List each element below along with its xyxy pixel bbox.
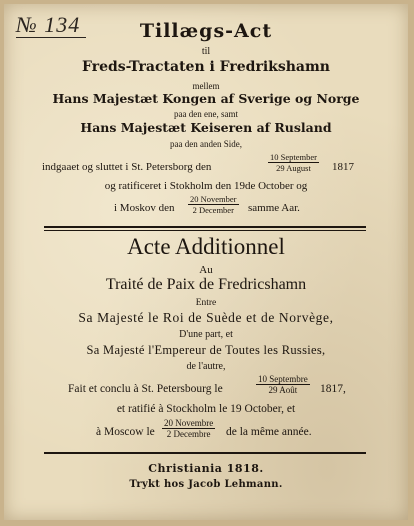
- french-title: Acte Additionnel: [127, 234, 285, 259]
- danish-king-sweden: Hans Majestæt Kongen af Sverige og Norge: [52, 91, 360, 106]
- french-year: 1817,: [320, 383, 346, 395]
- french-de-lautre: de l'autre,: [186, 361, 226, 372]
- french-meme-annee: de la même année.: [226, 426, 312, 438]
- danish-petersburg-date: 10 September 29 August: [270, 152, 317, 173]
- divider-rule-top: [44, 226, 366, 228]
- french-moscow-text: à Moscow le: [96, 426, 155, 438]
- danish-petersburg-text: indgaaet og sluttet i St. Petersborg den: [42, 161, 212, 173]
- french-emperor: Sa Majesté l'Empereur de Toutes les Russies,: [86, 343, 326, 357]
- french-entre: Entre: [195, 298, 217, 308]
- imprint-place: Christiania 1818.: [148, 462, 264, 475]
- danish-moscow-line: [4, 194, 408, 220]
- handwritten-number: № 134: [16, 12, 86, 38]
- imprint-printer: Trykt hos Jacob Lehmann.: [129, 479, 283, 490]
- danish-paa-den-ene: paa den ene, samt: [174, 109, 238, 119]
- french-petersburg-line: [4, 374, 408, 402]
- danish-til: til: [201, 46, 211, 57]
- danish-emperor-russia: Hans Majestæt Keiseren af Rusland: [80, 120, 332, 135]
- danish-treaty: Freds-Tractaten i Fredrikshamn: [82, 59, 330, 75]
- divider-rule-bottom: [44, 452, 366, 454]
- french-treaty: Traité de Paix de Fredricshamn: [105, 276, 307, 293]
- danish-year: 1817: [332, 161, 354, 173]
- danish-moscow-date: 20 November 2 December: [190, 194, 237, 215]
- danish-petersburg-line: [4, 152, 408, 180]
- danish-ratified: og ratificeret i Stokholm den 19de October og: [104, 180, 308, 192]
- french-petersburg-date: 10 Septembre 29 Août: [258, 374, 308, 395]
- french-dune-part: D'une part, et: [179, 329, 233, 340]
- french-petersburg-text: Fait et conclu à St. Petersbourg le: [68, 383, 223, 395]
- divider-rule-top-thin: [44, 230, 366, 231]
- danish-paa-den-anden: paa den anden Side,: [170, 139, 242, 149]
- french-moscow-line: [4, 418, 408, 444]
- danish-samme-aar: samme Aar.: [248, 202, 300, 214]
- danish-title: Tillægs-Act: [139, 20, 273, 42]
- danish-moscow-text: i Moskov den: [114, 202, 175, 214]
- french-au: Au: [199, 264, 213, 276]
- french-moscow-date: 20 Novembre 2 Decembre: [164, 418, 214, 439]
- document-page: [4, 4, 408, 520]
- french-ratified: et ratifié à Stockholm le 19 October, et: [116, 403, 296, 415]
- french-king: Sa Majesté le Roi de Suède et de Norvège,: [78, 310, 334, 325]
- danish-mellem: mellem: [192, 81, 220, 91]
